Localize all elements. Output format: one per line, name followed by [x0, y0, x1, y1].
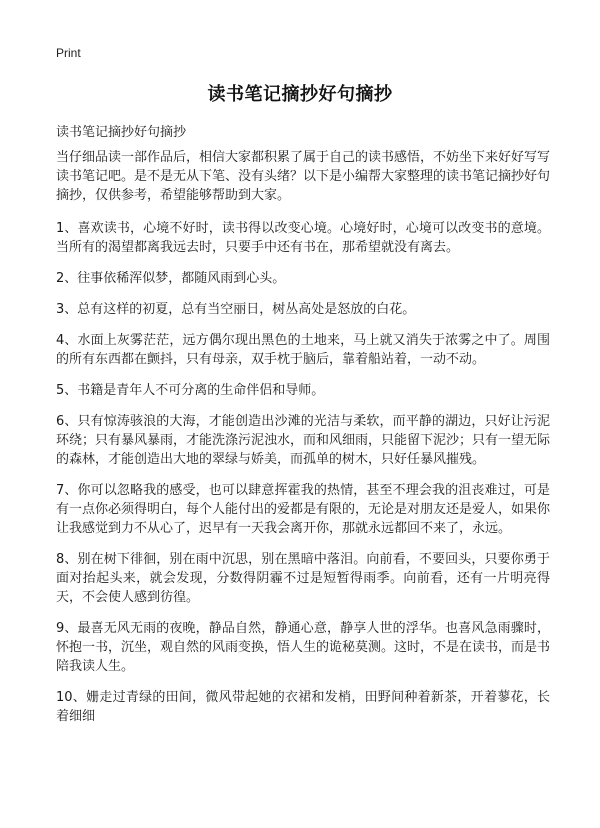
quote-paragraph-4: 4、水面上灰雾茫茫，远方偶尔现出黑色的土地来，马上就又消失于浓雾之中了。周围的所有东西都在颤抖，只有母亲，双手枕于脑后，靠着船站着，一动不动。 [56, 333, 550, 367]
print-link[interactable]: Print [56, 46, 81, 60]
quote-paragraph-7: 7、你可以忽略我的感受，也可以肆意挥霍我的热情，甚至不理会我的沮丧难过，可是有一点你必须得明白，每个人能付出的爱都是有限的，无论是对朋友还是爱人，如果你让我感觉到力不从心了，迟早有一天我会离开你，那就永远都回不来了，永远。 [56, 483, 551, 536]
quote-paragraph-10: 10、姗走过青绿的田间，微风带起她的衣裙和发梢，田野间种着新茶，开着蓼花，长着细细 [56, 690, 550, 724]
quote-paragraph-3: 3、总有这样的初夏，总有当空丽日，树丛高处是怒放的白花。 [56, 302, 416, 317]
document-title: 读书笔记摘抄好句摘抄 [207, 84, 393, 105]
document-body [56, 148, 550, 738]
document-subtitle: 读书笔记摘抄好句摘抄 [56, 125, 187, 140]
quote-paragraph-5: 5、书籍是青年人不可分离的生命伴侣和导师。 [56, 383, 325, 398]
intro-paragraph: 当仔细品读一部作品后，相信大家都积累了属于自己的读书感悟，不妨坐下来好好写写读书笔记吧。是不是无从下笔、没有头绪？以下是小编帮大家整理的读书笔记摘抄好句摘抄，仅供参考，希望能够帮助到大家。 [56, 150, 551, 203]
quote-paragraph-9: 9、最喜无风无雨的夜晚，静品自然，静通心意，静享人世的浮华。也喜风急雨骤时，怀抱一书，沉坐，观自然的风雨变换，悟人生的诡秘莫测。这时，不是在读书，而是书陪我读人生。 [56, 621, 551, 674]
quote-paragraph-2: 2、往事依稀浑似梦，都随风雨到心头。 [56, 271, 286, 286]
quote-paragraph-1: 1、喜欢读书，心境不好时，读书得以改变心境。心境好时，心境可以改变书的意境。当所有的渴望都离我远去时，只要手中还有书在，那希望就没有离去。 [56, 221, 550, 255]
quote-paragraph-6: 6、只有惊涛骇浪的大海，才能创造出沙滩的光洁与柔软，而平静的湖边，只好让污泥环绕；只有暴风暴雨，才能洗涤污泥浊水，而和风细雨，只能留下泥沙；只有一望无际的森林，才能创造出大地的翠绿与娇美，而孤单的树木，只好任暴风摧残。 [56, 414, 551, 467]
quote-paragraph-8: 8、别在树下徘徊，别在雨中沉思，别在黑暗中落泪。向前看，不要回头，只要你勇于面对抬起头来，就会发现，分数得阴霾不过是短暂得雨季。向前看，还有一片明亮得天，不会使人感到彷徨。 [56, 552, 550, 605]
